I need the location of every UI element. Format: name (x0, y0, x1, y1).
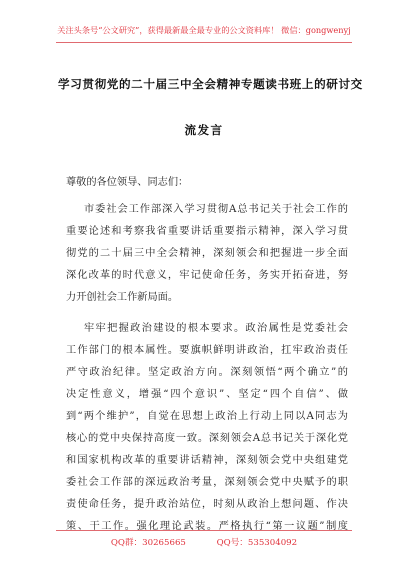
paragraph-line: 策、干工作。强化理论武装。严格执行“第一议题”制度 (66, 521, 348, 532)
document-title-line-1: 学习贯彻党的二十届三中全会精神专题读书班上的研讨交 (58, 77, 363, 91)
paragraph-line: 到“两个维护”，自觉在思想上政治上行动上同以A同志为 (66, 411, 348, 422)
paragraph-line: 责使命任务，提升政治站位，时刻从政治上想问题、作决 (66, 499, 348, 510)
header-banner: 关注头条号“公文研究”，获得最新最全最专业的公文资料库！ 微信：gongwenyj (57, 25, 351, 35)
salutation: 尊敬的各位领导、同志们： (66, 177, 189, 188)
footer-divider (56, 530, 352, 531)
paragraph-line: 决定性意义，增强“四个意识”、坚定“四个自信”、做 (66, 389, 348, 400)
paragraph-line: 深化改革的时代意义，牢记使命任务，务实开拓奋进，努 (66, 270, 348, 281)
paragraph-line: 市委社会工作部深入学习贯彻A总书记关于社会工作的 (84, 204, 348, 215)
paragraph-line: 彻党的二十届三中全会精神，深刻领会和把握进一步全面 (66, 248, 348, 259)
paragraph-line: 牢牢把握政治建设的根本要求。政治属性是党委社会 (84, 323, 348, 334)
footer-contact (56, 536, 352, 548)
paragraph-line: 委社会工作部的深远政治考量，深刻领会党中央赋予的职 (66, 477, 348, 488)
header-divider (56, 42, 352, 43)
footer-qq-number: QQ号：535304092 (216, 538, 298, 548)
footer-qq-group: QQ群：30265665 (110, 538, 186, 548)
paragraph-line: 重要论述和考察我省重要讲话重要指示精神，深入学习贯 (66, 226, 348, 237)
document-title-line-2: 流发言 (184, 123, 224, 137)
paragraph-line: 和国家机构改革的重要讲话精神，深刻领会党中央组建党 (66, 455, 348, 466)
paragraph-line: 力开创社会工作新局面。 (66, 292, 179, 303)
paragraph-line: 工作部门的根本属性。要旗帜鲜明讲政治，扛牢政治责任 (66, 345, 348, 356)
paragraph-line: 核心的党中央保持高度一致。深刻领会A总书记关于深化党 (66, 433, 348, 444)
paragraph-line: 严守政治纪律。坚定政治方向。深刻领悟“两个确立”的 (66, 367, 348, 378)
